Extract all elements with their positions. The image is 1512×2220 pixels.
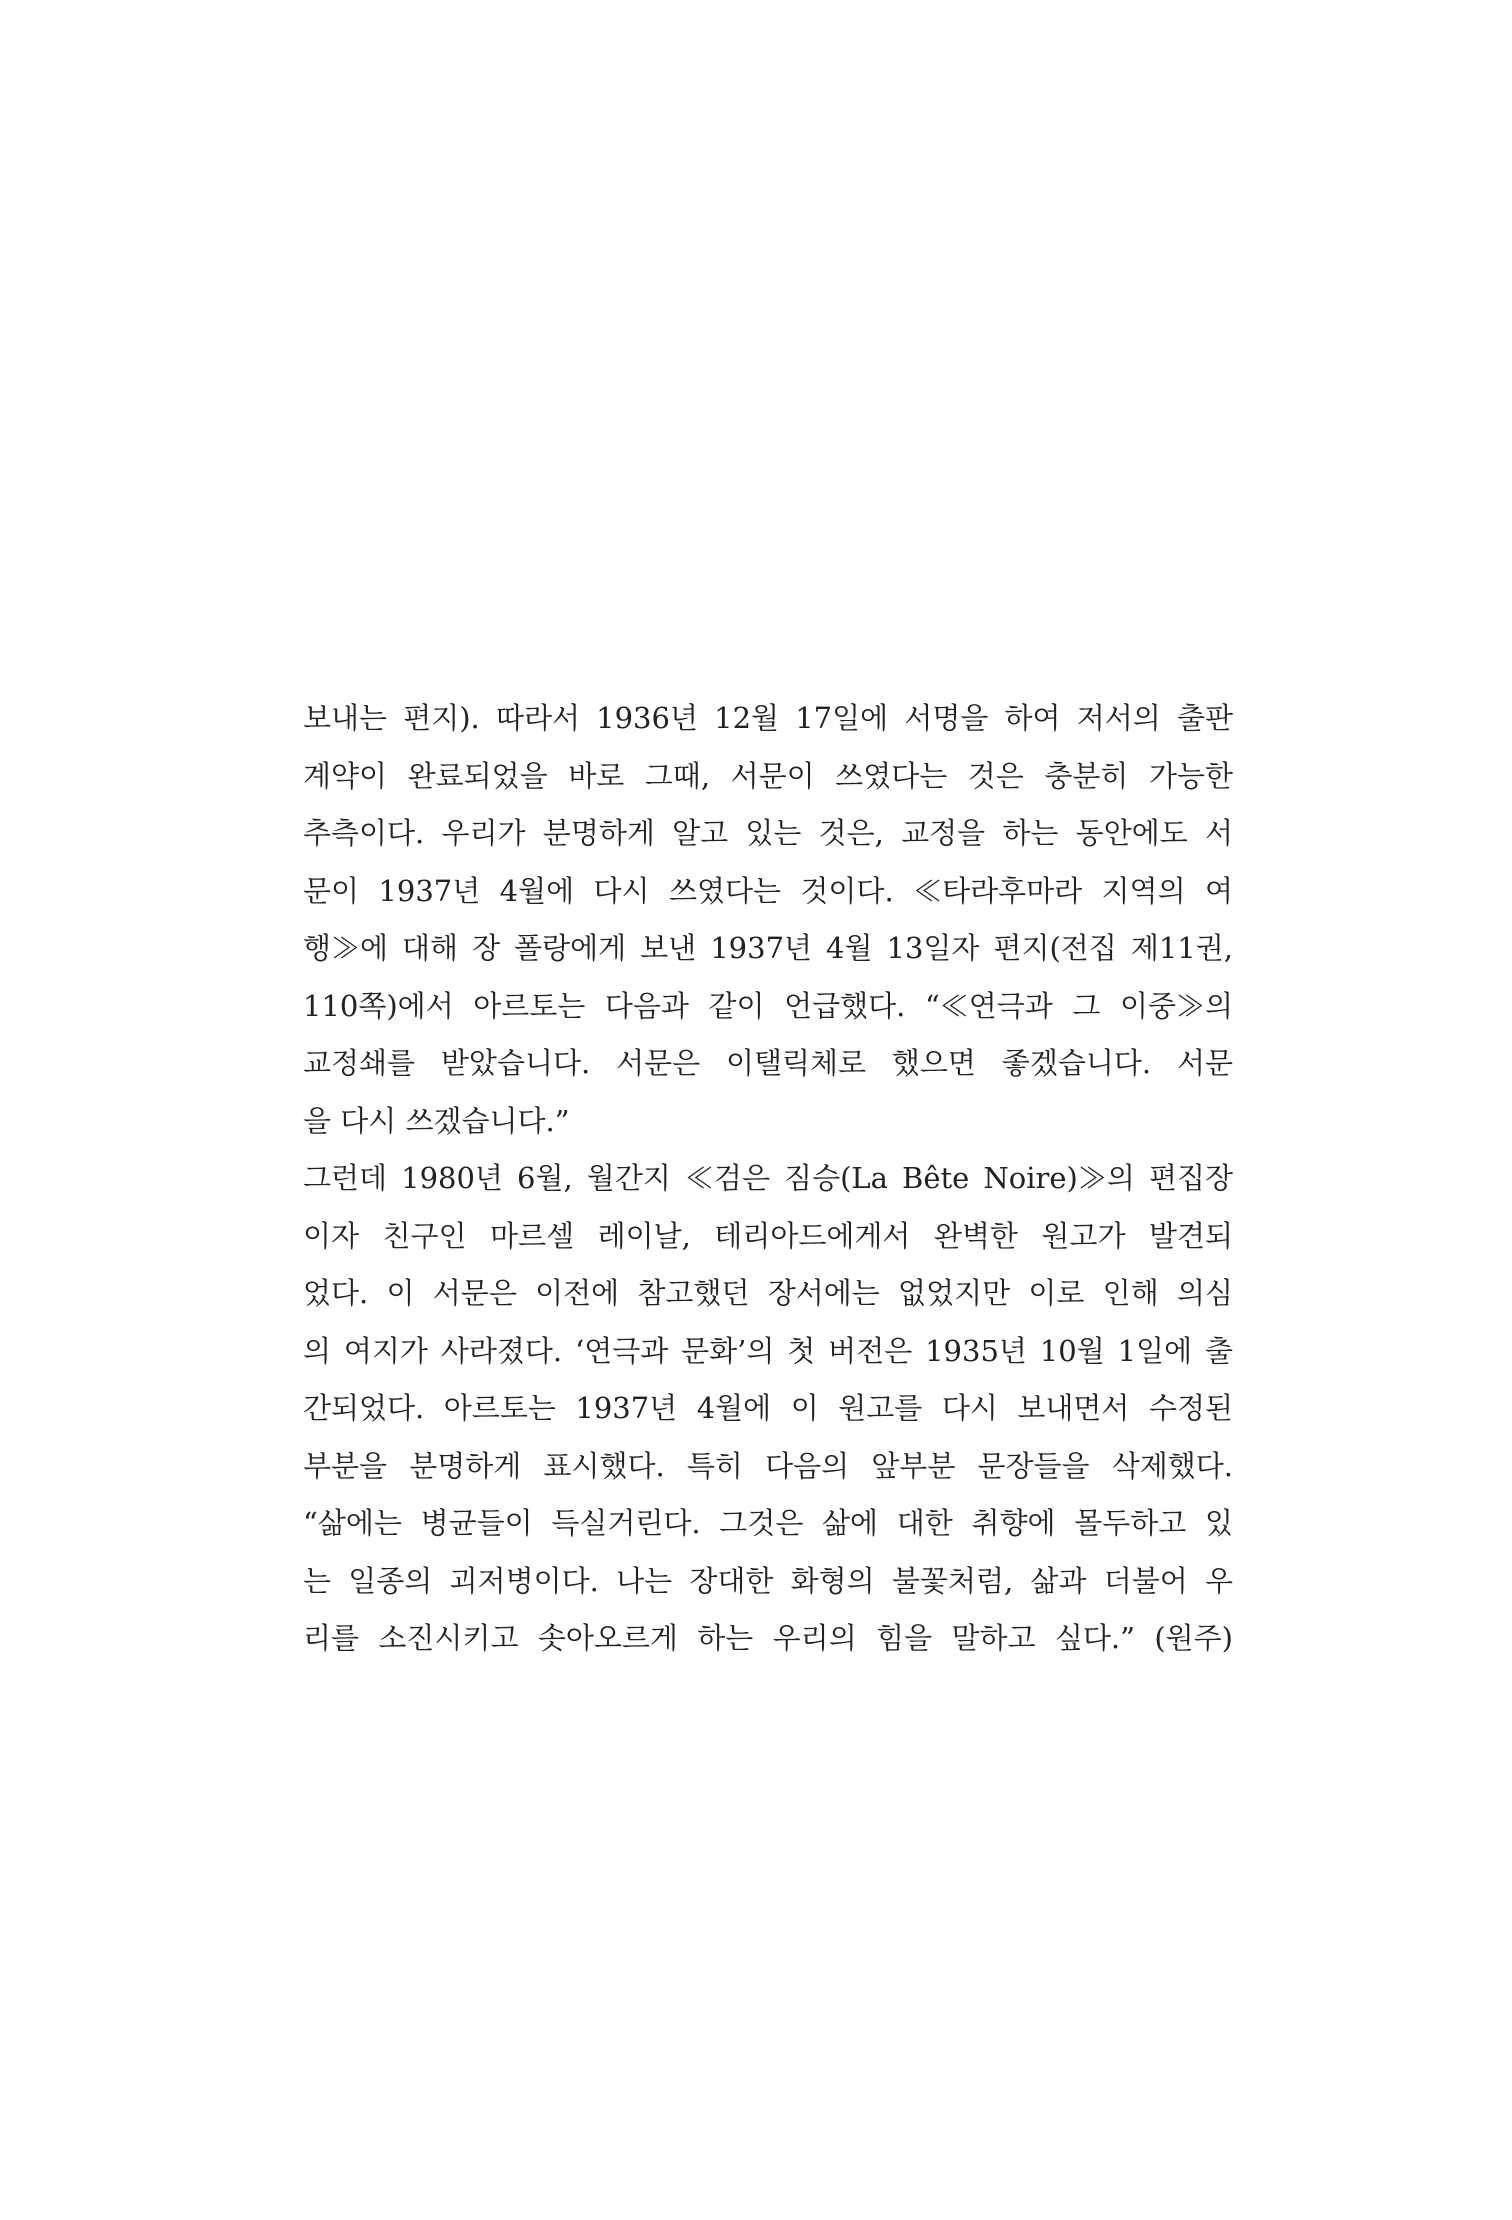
text-line: 었다. 이 서문은 이전에 참고했던 장서에는 없었지만 이로 인해 의심 <box>303 1276 1233 1310</box>
text-line: 보내는 편지). 따라서 1936년 12월 17일에 서명을 하여 저서의 출판 <box>303 701 1233 735</box>
text-line: 는 일종의 괴저병이다. 나는 장대한 화형의 불꽃처럼, 삶과 더불어 우 <box>303 1563 1233 1598</box>
text-line: 간되었다. 아르토는 1937년 4월에 이 원고를 다시 보내면서 수정된 <box>303 1391 1233 1425</box>
text-line: “삶에는 병균들이 득실거린다. 그것은 삶에 대한 취향에 몰두하고 있 <box>303 1506 1233 1540</box>
text-line: 추측이다. 우리가 분명하게 알고 있는 것은, 교정을 하는 동안에도 서 <box>303 816 1233 850</box>
text-line: 그런데 1980년 6월, 월간지 ≪검은 짐승(La Bête Noire)≫의 편집장 <box>303 1161 1233 1195</box>
text-line: 계약이 완료되었을 바로 그때, 서문이 쓰였다는 것은 충분히 가능한 <box>303 758 1233 793</box>
text-line: 의 여지가 사라졌다. ‘연극과 문화’의 첫 버전은 1935년 10월 1일에 출 <box>303 1333 1233 1368</box>
text-line: 이자 친구인 마르셀 레이날, 테리아드에게서 완벽한 원고가 발견되 <box>303 1218 1233 1253</box>
text-line: 교정쇄를 받았습니다. 서문은 이탤릭체로 했으면 좋겠습니다. 서문 <box>303 1046 1233 1080</box>
paragraph <box>303 690 1233 1150</box>
text-line: 110쪽)에서 아르토는 다음과 같이 언급했다. “≪연극과 그 이중≫의 <box>303 988 1233 1023</box>
text-line: 문이 1937년 4월에 다시 쓰였다는 것이다. ≪타라후마라 지역의 여 <box>303 873 1233 908</box>
text-line: 을 다시 쓰겠습니다.” <box>303 1103 570 1138</box>
text-line: 리를 소진시키고 솟아오르게 하는 우리의 힘을 말하고 싶다.” (원주) <box>303 1621 1233 1655</box>
text-line: 부분을 분명하게 표시했다. 특히 다음의 앞부분 문장들을 삭제했다. <box>303 1448 1233 1483</box>
text-line: 행≫에 대해 장 폴랑에게 보낸 1937년 4월 13일자 편지(전집 제11권, <box>303 931 1233 965</box>
body-text <box>303 690 1233 1668</box>
paragraph <box>303 1150 1233 1668</box>
